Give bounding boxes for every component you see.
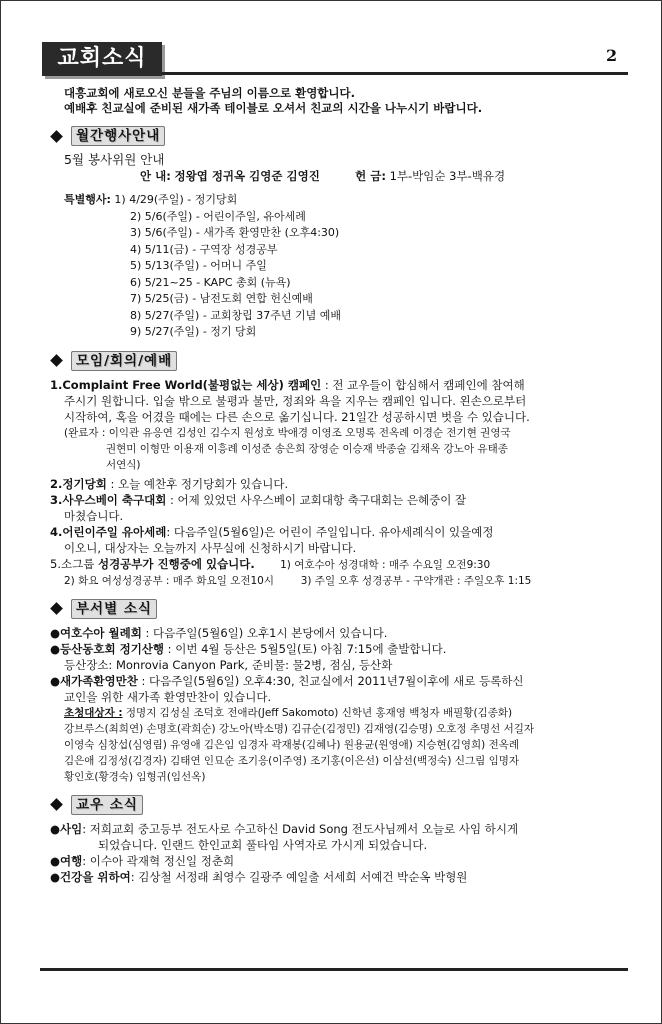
event-item: 2) 5/6(주일) - 어린이주일, 유아세례 <box>130 209 306 223</box>
event-item: 9) 5/27(주일) - 정기 당회 <box>130 325 257 338</box>
offering-names: 1부-박임순 3부-백유경 <box>389 169 506 183</box>
member-item-1 <box>50 821 630 837</box>
page-title: 교회소식 <box>42 42 162 76</box>
section-title: 모임/회의/예배 <box>71 351 177 371</box>
dept-title: ●여호수아 월례회 <box>50 625 142 640</box>
page-number: 2 <box>606 46 618 65</box>
invitee-list: 정명지 김성실 조덕호 전애라(Jeff Sakomoto) 신학년 홍재영 백청자 배필황(김종화) <box>122 706 513 719</box>
meeting-title: 1.Complaint Free World(불평없는 세상) 캠페인 <box>50 377 322 392</box>
member-item-2 <box>50 853 630 869</box>
meeting-title: 성경공부가 진행중에 있습니다. <box>97 556 255 571</box>
invitee-label: 초청대상자 : <box>64 706 123 719</box>
bible-study-item: 2) 화요 여성성경공부 : 매주 화요일 오전10시 <box>64 574 274 587</box>
meeting-item-5 <box>50 556 630 573</box>
meeting-text: 이오니, 대상자는 오늘까지 사무실에 신청하시기 바랍니다. <box>64 540 357 555</box>
event-item: 5) 5/13(주일) - 어머니 주일 <box>130 259 267 272</box>
completers-list: 권현미 이형만 이용재 이흥례 이성준 송은희 장영순 이승재 박종술 김채옥 강노아 유태종 <box>106 442 508 455</box>
welcome-message <box>50 86 630 116</box>
section-title: 월간행사안내 <box>71 126 165 146</box>
event-row-1 <box>50 192 630 209</box>
event-item: 4) 5/11(금) - 구역장 성경공부 <box>130 242 278 256</box>
meeting-item-3 <box>50 492 630 508</box>
invitee-list: 강브루스(최희연) 손명호(곽희순) 강노아(박소명) 김규순(김정민) 김재영(김승명) 오호정 추명선 서길자 <box>64 722 535 735</box>
meeting-text: : 오늘 예찬후 정기당회가 있습니다. <box>106 476 289 491</box>
dept-text: : 이번 4월 등산은 5월5일(토) 아침 7:15에 출발합니다. <box>164 641 447 656</box>
section-members-heading <box>50 795 630 815</box>
welcome-line-2: 예배후 친교실에 준비된 새가족 테이블로 오셔서 친교의 시간을 나누시기 바랍니다. <box>64 101 483 115</box>
meeting-title: 4.어린이주일 유아세례 <box>50 524 167 539</box>
meeting-text: : 다음주일(5월6일)은 어린이 주일입니다. 유아세례식이 있을예정 <box>166 524 494 539</box>
event-item: 7) 5/25(금) - 남전도회 연합 헌신예배 <box>130 292 313 305</box>
ushers-offering-row <box>50 168 630 184</box>
invitee-row <box>50 705 630 721</box>
meeting-text: : 전 교우들이 합심해서 캠페인에 참여해 <box>321 377 525 392</box>
bible-study-item: 1) 여호수아 성경대학 : 매주 수요일 오전9:30 <box>280 558 491 571</box>
member-text: : 이수아 곽재혁 정신일 정춘희 <box>82 853 235 868</box>
special-events-label: 특별행사: <box>64 193 111 206</box>
dept-item-3 <box>50 673 630 689</box>
section-monthly-heading <box>50 126 630 146</box>
dept-item-2 <box>50 641 630 657</box>
ushers-label: 안 내: <box>140 169 171 183</box>
invitee-list: 황인호(황경숙) 임형귀(임선옥) <box>64 770 206 783</box>
newsletter-content <box>50 86 630 885</box>
meeting-title: 3.사우스베이 축구대회 <box>50 492 167 507</box>
event-item: 1) 4/29(주일) - 정기당회 <box>114 193 238 206</box>
section-departments-heading <box>50 599 630 619</box>
diamond-bullet-icon <box>50 130 63 143</box>
member-title: ●사임 <box>50 821 83 836</box>
member-text: : 저희교회 중고등부 전도사로 수고하신 David Song 전도사님께서 오늘로 사임 하시게 <box>82 821 519 836</box>
dept-title: ●새가족환영만찬 <box>50 673 138 688</box>
meeting-title: 2.정기당회 <box>50 476 107 491</box>
event-item: 3) 5/6(주일) - 새가족 환영만찬 (오후4:30) <box>130 226 340 239</box>
offering-label: 헌 금: <box>355 169 386 183</box>
meeting-item-2 <box>50 476 630 492</box>
section-meetings-heading <box>50 351 630 371</box>
bible-study-item: 3) 주일 오후 성경공부 - 구약개관 : 주일오후 1:15 <box>300 574 532 587</box>
dept-text: : 다음주일(5월6일) 오후1시 본당에서 있습니다. <box>141 625 388 640</box>
meeting-text: 마쳤습니다. <box>64 508 124 523</box>
footer-rule <box>40 968 628 971</box>
meeting-item-1 <box>50 377 630 393</box>
section-title: 부서별 소식 <box>71 599 157 619</box>
header-rule <box>162 72 628 75</box>
diamond-bullet-icon <box>50 354 63 367</box>
dept-text: 등산장소: Monrovia Canyon Park, 준비물: 물2병, 점심, 등산화 <box>64 657 393 672</box>
member-item-3 <box>50 869 630 885</box>
ushers-names: 정왕엽 정귀옥 김영준 김영진 <box>174 169 320 183</box>
invitee-list: 이영숙 심창섭(심영림) 유영애 김은임 임경자 곽재봉(김혜나) 원용균(원영애) 지승현(김영희) 전옥례 <box>64 738 520 751</box>
event-item: 8) 5/27(주일) - 교회창립 37주년 기념 예배 <box>130 308 342 322</box>
event-item: 6) 5/21~25 - KAPC 총회 (뉴욕) <box>130 275 291 289</box>
meeting-text: : 어제 있었던 사우스베이 교회대항 축구대회는 은혜중이 잘 <box>166 492 467 507</box>
section-title: 교우 소식 <box>71 795 143 815</box>
welcome-line-1: 대흥교회에 새로오신 분들을 주님의 이름으로 환영합니다. <box>64 86 356 100</box>
member-text: 되었습니다. 인랜드 한인교회 풀타임 사역자로 가시게 되었습니다. <box>98 837 428 852</box>
completers-list: (완료자 : 이익관 유응연 김성인 김수지 원성호 박애경 이영조 오명록 전옥례 이경순 전기현 권영국 <box>64 426 511 439</box>
meeting-prefix: 5.소그룹 <box>50 556 98 571</box>
meeting-item-4 <box>50 524 630 540</box>
monthly-subtitle: 5월 봉사위원 안내 <box>64 152 165 167</box>
dept-title: ●등산동호회 정기산행 <box>50 641 165 656</box>
member-text: : 김상철 서정래 최영수 길광주 예일출 서세희 서예건 박순옥 박형원 <box>130 869 468 884</box>
completers-list: 서연식) <box>106 458 141 471</box>
dept-text: : 다음주일(5월6일) 오후4:30, 친교실에서 2011년7월이후에 새로 등록하신 <box>137 673 524 688</box>
meeting-text: 시작하여, 혹을 어겼을 때에는 다른 손으로 옮기십니다. 21일간 성공하시면 벗을 수 있습니다. <box>64 409 530 424</box>
member-title: ●건강을 위하여 <box>50 869 131 884</box>
member-title: ●여행 <box>50 853 83 868</box>
bible-study-row <box>50 573 630 589</box>
dept-text: 교인을 위한 새가족 환영만찬이 있습니다. <box>64 689 272 704</box>
invitee-list: 김은애 김정성(김경자) 김태연 인묘순 조기응(이주영) 조기홍(이은선) 이삼선(백정숙) 신그림 임명자 <box>64 754 520 767</box>
dept-item-1 <box>50 625 630 641</box>
meeting-text: 주시기 원합니다. 입술 밖으로 불평과 불만, 정죄와 욕을 지우는 캠페인 입니다. 왼손으로부터 <box>64 393 527 408</box>
diamond-bullet-icon <box>50 602 63 615</box>
diamond-bullet-icon <box>50 798 63 811</box>
